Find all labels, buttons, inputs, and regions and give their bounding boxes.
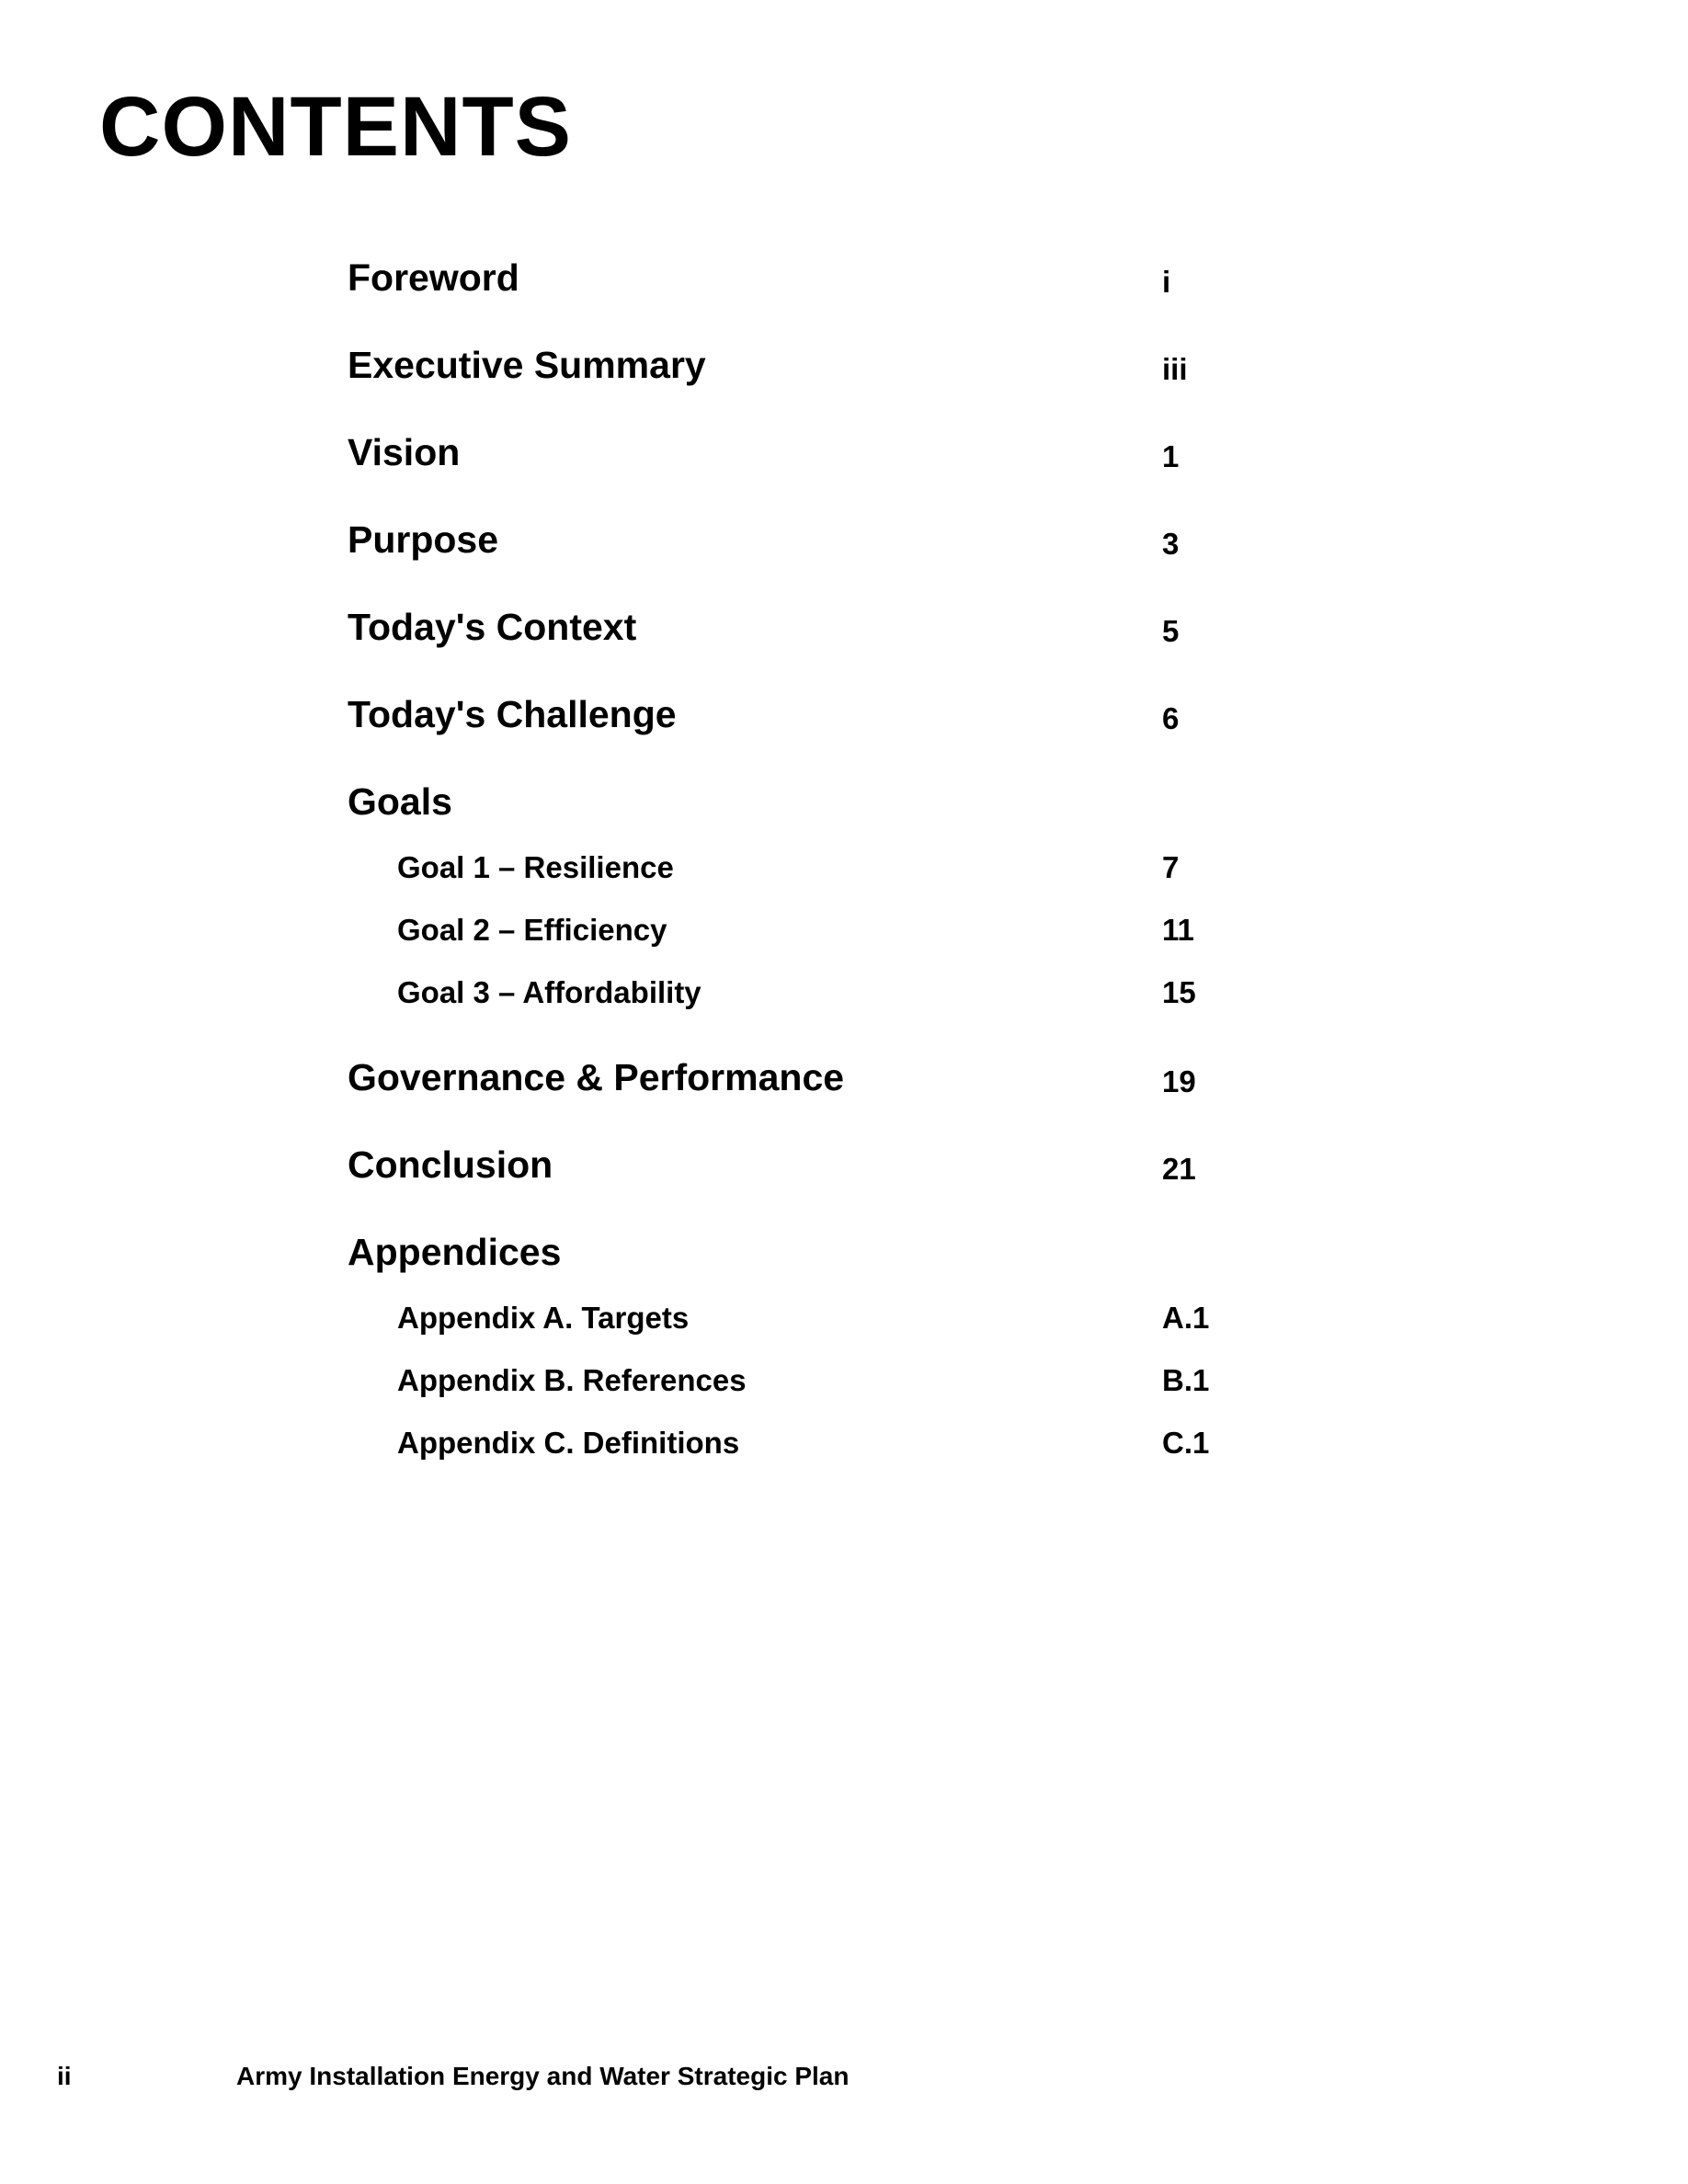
footer-document-title: Army Installation Energy and Water Strategic Plan xyxy=(236,2062,850,2090)
toc-entry-label: Appendix A. Targets xyxy=(397,1301,690,1335)
toc-entry-label: Governance & Performance xyxy=(348,1056,845,1098)
toc-entry-page: 19 xyxy=(1162,1064,1196,1098)
toc-entry-page: 3 xyxy=(1162,527,1180,561)
toc-entry-label: Today's Context xyxy=(348,606,637,648)
toc-entry-label: Goal 2 – Efficiency xyxy=(397,913,667,947)
toc-entry-page: 7 xyxy=(1162,850,1180,884)
toc-entry-label: Appendix B. References xyxy=(397,1363,747,1397)
toc-entry-label: Appendices xyxy=(348,1231,562,1273)
toc-entry-label: Goal 3 – Affordability xyxy=(397,975,701,1009)
toc-entry-page: 11 xyxy=(1162,913,1194,947)
toc-entry-page: 1 xyxy=(1162,439,1180,473)
toc-entry-page: 6 xyxy=(1162,701,1180,735)
toc-entry-label: Appendix C. Definitions xyxy=(397,1426,740,1460)
toc-entry-label: Goals xyxy=(348,780,452,823)
toc-entry-page: iii xyxy=(1162,352,1188,386)
toc-entry-page: 21 xyxy=(1162,1152,1196,1186)
toc-entry-page: i xyxy=(1162,265,1171,299)
toc-entry-label: Conclusion xyxy=(348,1143,553,1186)
toc-entry-page: B.1 xyxy=(1162,1363,1210,1397)
toc-entry-page: A.1 xyxy=(1162,1301,1210,1335)
toc-entry-page: C.1 xyxy=(1162,1426,1210,1460)
toc-entry-label: Today's Challenge xyxy=(348,693,677,735)
toc-entry-label: Foreword xyxy=(348,256,519,299)
footer-page-number: ii xyxy=(57,2062,72,2090)
toc-entry-label: Purpose xyxy=(348,518,499,561)
toc-entry-label: Goal 1 – Resilience xyxy=(397,850,674,884)
page-title: CONTENTS xyxy=(99,80,572,174)
toc-entry-label: Executive Summary xyxy=(348,344,706,386)
toc-entry-label: Vision xyxy=(348,431,461,473)
toc-entry-page: 15 xyxy=(1162,975,1196,1009)
toc-entry-page: 5 xyxy=(1162,614,1180,648)
